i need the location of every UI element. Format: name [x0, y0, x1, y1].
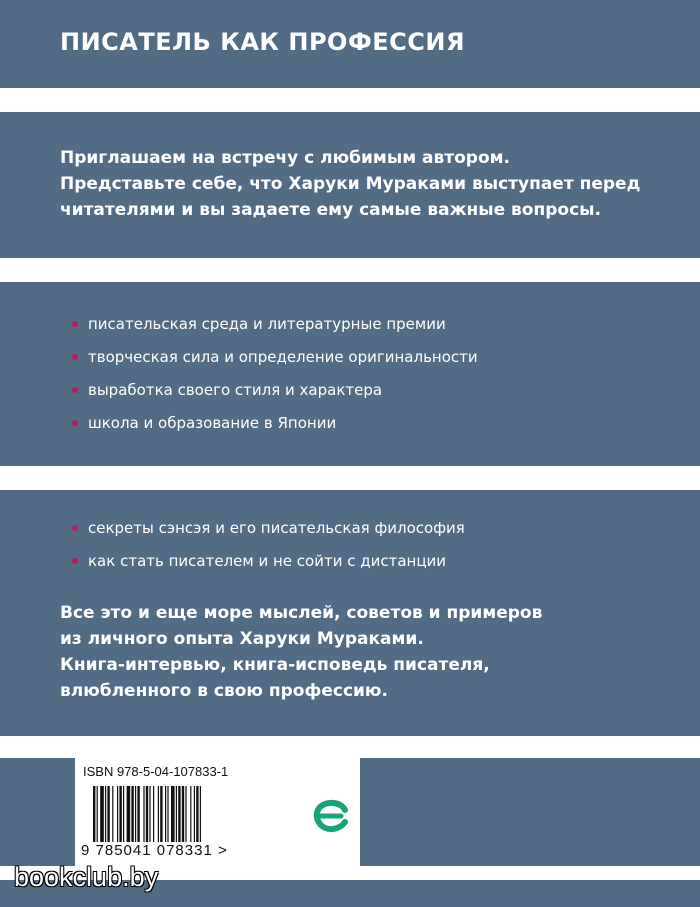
topics-list	[72, 314, 478, 446]
barcode-digits: 9 785041 078331 >	[81, 842, 228, 859]
bullet-icon	[72, 525, 78, 531]
outro-text	[60, 600, 542, 704]
topic-label: творческая сила и определение оригинальности	[88, 348, 478, 366]
bullet-icon	[72, 387, 78, 393]
barcode-block	[75, 758, 303, 866]
outro-line: Книга-интервью, книга-исповедь писателя,	[60, 655, 490, 675]
bullet-icon	[72, 558, 78, 564]
outro-line: Все это и еще море мыслей, советов и примеров	[60, 603, 543, 623]
topic-item	[72, 413, 478, 446]
topic-label: школа и образование в Японии	[88, 414, 337, 432]
barcode-bars	[93, 786, 289, 842]
outro-line: влюбленного в свою профессию.	[60, 681, 388, 701]
eksmo-logo-icon	[311, 798, 351, 834]
bullet-icon	[72, 354, 78, 360]
book-title: ПИСАТЕЛЬ КАК ПРОФЕССИЯ	[60, 28, 465, 56]
topic-label: выработка своего стиля и характера	[88, 381, 383, 399]
intro-line: Представьте себе, что Харуки Мураками выступает перед	[60, 174, 641, 194]
bullet-icon	[72, 321, 78, 327]
topic-item	[72, 518, 465, 551]
topic-item	[72, 380, 478, 413]
intro-text	[60, 145, 640, 223]
intro-line: читателями и вы задаете ему самые важные вопросы.	[60, 200, 601, 220]
bullet-icon	[72, 420, 78, 426]
isbn-number: ISBN 978-5-04-107833-1	[83, 764, 229, 779]
outro-line: из личного опыта Харуки Мураками.	[60, 629, 424, 649]
topic-label: писательская среда и литературные премии	[88, 315, 446, 333]
intro-line: Приглашаем на встречу с любимым автором.	[60, 148, 510, 168]
topic-item	[72, 347, 478, 380]
topic-label: как стать писателем и не сойти с дистанции	[88, 552, 447, 570]
topic-label: секреты сэнсэя и его писательская философия	[88, 519, 465, 537]
publisher-logo-block	[303, 758, 360, 866]
watermark-text: bookclub.by	[14, 862, 159, 892]
topics-list-2	[72, 518, 465, 584]
topic-item	[72, 314, 478, 347]
topic-item	[72, 551, 465, 584]
